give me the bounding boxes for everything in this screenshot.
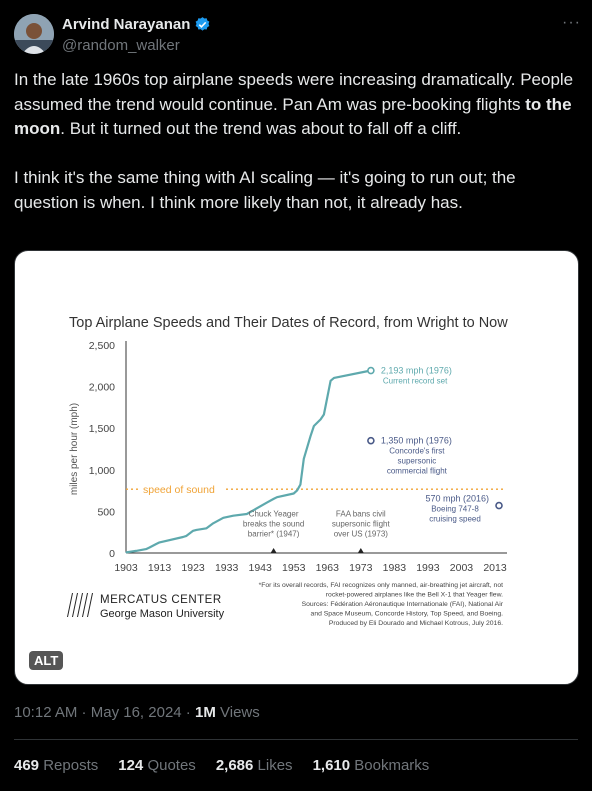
likes-label: Likes: [257, 757, 293, 774]
tweet-paragraph-2: I think it's the same thing with AI scaling — it's going to run out; the question is when. I think more likely than not, it already has.: [14, 168, 516, 212]
logo-stroke: [77, 593, 83, 617]
annotation-marker: [368, 438, 374, 444]
annotation-text: supersonic: [397, 456, 437, 466]
x-tick-label: 1993: [416, 562, 440, 574]
tweet-time[interactable]: 10:12 AM: [14, 704, 78, 721]
annotation-text: cruising speed: [429, 514, 481, 524]
reposts-stat[interactable]: [14, 757, 98, 774]
chart-title: Top Airplane Speeds and Their Dates of Record, from Wright to Now: [69, 315, 508, 331]
x-tick-label: 2013: [483, 562, 507, 574]
bookmarks-stat[interactable]: [313, 757, 430, 774]
tweet-text-part: In the late 1960s top airplane speeds were increasing dramatically. People assumed the trend would continue. Pan Am was pre-booking flights: [14, 70, 574, 114]
tweet-media-image[interactable]: [14, 250, 579, 685]
record-point: [296, 490, 297, 491]
y-axis-label: miles per hour (mph): [69, 402, 80, 496]
event-marker: [358, 548, 364, 553]
record-point: [206, 528, 207, 529]
record-point: [266, 502, 267, 503]
x-tick-label: 1953: [282, 562, 306, 574]
tweet-date[interactable]: May 16, 2024: [90, 704, 182, 721]
speed-of-sound-label: speed of sound: [143, 484, 215, 497]
y-tick-label: 2,000: [88, 381, 115, 394]
footnote-line: Produced by Eli Dourado and Michael Kotrous, July 2016.: [328, 620, 503, 627]
event-marker: [271, 548, 277, 553]
views-count: 1M: [194, 704, 216, 721]
annotation-text: Boeing 747-8: [431, 504, 479, 514]
quotes-label: Quotes: [147, 757, 196, 774]
record-point: [273, 498, 274, 499]
footnote-line: rocket-powered airplanes like the Bell X-1 that Yeager flew.: [325, 591, 503, 599]
logo-stroke: [67, 593, 73, 617]
x-tick-label: 1903: [114, 562, 138, 574]
record-point: [233, 515, 234, 516]
record-point: [223, 517, 224, 518]
y-tick-label: 1,500: [88, 423, 115, 436]
event-text: breaks the sound: [242, 519, 305, 529]
tweet-text-bold: to the moon: [14, 94, 572, 138]
x-tick-label: 1963: [315, 562, 339, 574]
tweet-stats: [14, 757, 429, 774]
record-point: [303, 458, 304, 459]
footnote-line: *For its overall records, FAI recognizes only manned, air-breathing jet aircraft, not: [258, 582, 503, 589]
record-point: [196, 529, 197, 530]
author-name-row[interactable]: [62, 16, 211, 33]
event-text: Chuck Yeager: [248, 509, 299, 519]
record-point: [135, 550, 136, 551]
record-point: [186, 535, 187, 536]
more-options-icon[interactable]: ···: [562, 14, 581, 31]
logo-line-2: George Mason University: [100, 608, 225, 620]
record-point: [323, 414, 324, 415]
record-point: [125, 552, 126, 553]
record-point: [313, 425, 314, 426]
tweet-text: [14, 68, 574, 215]
record-point: [146, 548, 147, 549]
likes-stat[interactable]: [216, 757, 293, 774]
x-tick-label: 1933: [214, 562, 239, 574]
annotation-marker: [368, 368, 374, 374]
verified-badge-icon: [194, 16, 211, 33]
annotation-text: Concorde's first: [389, 446, 445, 456]
tweet-paragraph-1: [14, 68, 574, 142]
author-handle[interactable]: @random_walker: [62, 37, 180, 54]
record-point: [330, 380, 331, 381]
annotation-text: commercial flight: [386, 466, 447, 476]
event-text: over US (1973): [333, 529, 388, 539]
x-tick-label: 1943: [248, 562, 272, 574]
y-tick-label: 500: [97, 506, 115, 519]
annotation-marker: [496, 503, 502, 509]
logo-stroke: [72, 593, 78, 617]
reposts-count: 469: [14, 757, 40, 774]
footnote-line: and Space Museum, Concorde History, Top Speed, and Boeing.: [310, 610, 503, 618]
record-point: [276, 497, 277, 498]
record-point: [320, 419, 321, 420]
record-point: [159, 542, 160, 543]
avatar-image: [14, 14, 54, 54]
annotation-text: 1,350 mph (1976): [380, 435, 452, 446]
x-tick-label: 1913: [147, 562, 172, 574]
annotation-text: 2,193 mph (1976): [380, 365, 452, 376]
record-point: [213, 523, 214, 524]
logo-line-1: MERCATUS CENTER: [100, 594, 222, 606]
mercatus-logo: [67, 593, 93, 617]
author-name[interactable]: Arvind Narayanan: [62, 16, 191, 33]
record-point: [300, 484, 301, 485]
bookmarks-count: 1,610: [312, 757, 351, 774]
x-tick-label: 1973: [349, 562, 373, 574]
event-text: barrier* (1947): [247, 529, 300, 539]
annotation-text: 570 mph (2016): [425, 493, 489, 504]
x-tick-label: 1923: [181, 562, 205, 574]
record-point: [246, 513, 247, 514]
event-text: supersonic flight: [331, 519, 390, 529]
quotes-stat[interactable]: [118, 757, 196, 774]
logo-stroke: [82, 593, 88, 617]
footnote-line: Sources: Fédération Aéronautique Internationale (FAI), National Air: [301, 601, 503, 608]
tweet-text-part: . But it turned out the trend was about to fall off a cliff.: [60, 119, 462, 138]
record-point: [182, 536, 183, 537]
likes-count: 2,686: [215, 757, 254, 774]
reposts-label: Reposts: [43, 757, 99, 774]
quotes-count: 124: [118, 757, 144, 774]
record-point: [293, 493, 294, 494]
y-tick-label: 2,500: [88, 340, 115, 352]
alt-text-button[interactable]: ALT: [29, 651, 63, 670]
avatar[interactable]: [14, 14, 54, 54]
divider: [14, 739, 578, 740]
record-point: [156, 543, 157, 544]
x-tick-label: 1983: [382, 562, 407, 574]
bookmarks-label: Bookmarks: [354, 757, 430, 774]
record-point: [333, 377, 334, 378]
x-tick-label: 2003: [449, 562, 474, 574]
tweet-meta: 10:12 AM · May 16, 2024 · 1M Views: [14, 704, 260, 721]
record-point: [149, 547, 150, 548]
y-tick-label: 0: [109, 548, 115, 560]
event-text: FAA bans civil: [335, 509, 386, 519]
record-point: [310, 436, 311, 437]
annotation-text: Current record set: [382, 376, 448, 386]
y-tick-label: 1,000: [88, 464, 115, 477]
record-point: [192, 530, 193, 531]
speed-chart: [15, 251, 578, 684]
views-label: Views: [220, 704, 260, 721]
logo-stroke: [87, 593, 93, 617]
